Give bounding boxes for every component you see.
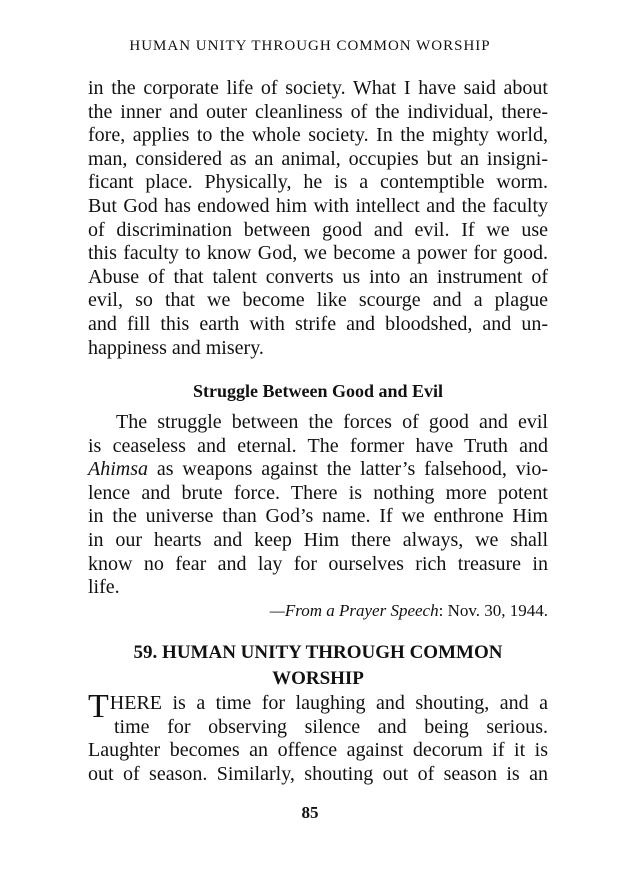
body-paragraph-1 — [88, 77, 548, 360]
text-line — [88, 458, 548, 482]
citation — [270, 601, 548, 621]
text-line: in the universe than God’s name. If we enthrone Him — [88, 505, 548, 528]
text-line: in the corporate life of society. What I have said about — [88, 77, 548, 99]
citation-date: : Nov. 30, 1944. — [438, 601, 548, 620]
italic-term: Ahimsa — [88, 458, 148, 481]
body-paragraph-3 — [88, 688, 548, 786]
text-line: Abuse of that talent converts us into an instrument of — [88, 265, 548, 288]
drop-cap: T — [88, 688, 109, 725]
text-fragment: HERE is a time for laughing and shouting, and a — [109, 692, 548, 714]
text-line — [88, 688, 548, 725]
text-line: of discrimination between good and evil. If we use — [88, 218, 548, 241]
running-head: HUMAN UNITY THROUGH COMMON WORSHIP — [129, 38, 491, 54]
text-line: the inner and outer cleanliness of the individual, there- — [88, 100, 548, 123]
section-heading: Struggle Between Good and Evil — [192, 381, 443, 401]
text-line: in our hearts and keep Him there always, we shall — [88, 528, 548, 551]
text-line: is ceaseless and eternal. The former have Truth and — [88, 434, 548, 457]
text-line: lence and brute force. There is nothing more potent — [88, 481, 548, 504]
text-line: The struggle between the forces of good and evil — [116, 411, 548, 433]
text-line: fore, applies to the whole society. In the mighty world, — [88, 124, 548, 147]
text-line: man, considered as an animal, occupies but an insigni- — [88, 147, 548, 170]
text-line: happiness and misery. — [88, 336, 264, 359]
chapter-heading-line: 59. HUMAN UNITY THROUGH COMMON — [133, 642, 503, 663]
text-line: life. — [88, 576, 120, 599]
text-line: ficant place. Physically, he is a contemptible worm. — [88, 171, 548, 194]
chapter-heading — [88, 640, 548, 692]
text-line: out of season. Similarly, shouting out of season is an — [88, 762, 548, 785]
body-paragraph-2 — [88, 411, 548, 600]
text-line: time for observing silence and being serious. — [114, 715, 548, 738]
text-line: and fill this earth with strife and bloodshed, and un- — [88, 312, 548, 335]
text-line: But God has endowed him with intellect and the faculty — [88, 194, 548, 217]
text-line: this faculty to know God, we become a power for good. — [88, 242, 548, 265]
text-fragment: as weapons against the latter’s falsehood, vio- — [148, 458, 548, 481]
page-number: 85 — [301, 803, 319, 822]
text-line: evil, so that we become like scourge and a plague — [88, 289, 548, 312]
citation-source: —From a Prayer Speech — [269, 601, 439, 620]
chapter-heading-line: WORSHIP — [272, 668, 364, 689]
text-line: Laughter becomes an offence against decorum if it is — [88, 739, 548, 762]
text-line: know no fear and lay for ourselves rich treasure in — [88, 552, 548, 575]
